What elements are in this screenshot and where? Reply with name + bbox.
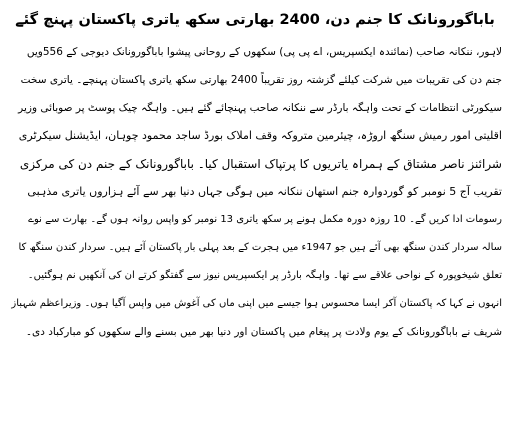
article-line: رسومات ادا کریں گے۔ 10 روزہ دورہ مکمل ہونے پر سکھ یاتری 13 نومبر کو واپس روانہ ہوں گے۔ بھارت سے نوے — [28, 214, 502, 225]
article-line: جنم دن کی تقریبات میں شرکت کیلئے گزشتہ روز تقریباً 2400 بھارتی سکھ یاتری پاکستان پہنچے۔ یاتری سخت — [20, 74, 502, 86]
headline: باباگورونانک کا جنم دن، 2400 بھارتی سکھ یاتری پاکستان پہنچ گئے — [15, 12, 495, 28]
article-line: تعلق شیخوپورہ کے نواحی علاقے سے تھا۔ واہگہ بارڈر پر ایکسپریس نیوز سے گفتگو کرتے ان کی آنکھیں نم ہوگئیں۔ — [27, 270, 502, 281]
article-body — [8, 38, 502, 346]
article-line: انہوں نے کہا کہ پاکستان آکر ایسا محسوس ہوا جیسے میں اپنی ماں کی آغوش میں واپس آگیا ہوں۔ وزیراعظم شہباز — [11, 298, 502, 309]
article-line: لاہور، ننکانہ صاحب (نمائندہ ایکسپریس، اے پی پی) سکھوں کے روحانی پیشوا باباگورونانک دیوجی کے 556ویں — [26, 46, 502, 58]
article-line: شریف نے باباگورونانک کے یوم ولادت پر پیغام میں پاکستان اور دنیا بھر میں بسنے والے سکھوں کو مبارکباد دی۔ — [25, 326, 502, 338]
article-line: اقلیتی امور رمیش سنگھ اروڑہ، چیئرمین متروکہ وقف املاک بورڈ ساجد محمود چوہان، ایڈیشنل سیکرٹری — [18, 129, 502, 142]
article-line: سالہ سردار کندن سنگھ بھی آئے ہیں جو 1947ء میں ہجرت کے بعد پہلی بار پاکستان آئے ہیں۔ سردار کندن سنگھ کا — [18, 242, 502, 253]
article-line: تقریب آج 5 نومبر کو گوردوارہ جنم استھان ننکانہ میں ہوگی جہاں دنیا بھر سے آئے ہزاروں یاتری مذہبی — [27, 185, 502, 198]
article-line: شرائنز ناصر مشتاق کے ہمراہ یاتریوں کا پرتپاک استقبال کیا۔ باباگورونانک کے جنم دن کی مرکزی — [19, 157, 502, 171]
article-line: سیکورٹی انتظامات کے تحت واہگہ بارڈر سے ننکانہ صاحب پہنچائے گئے ہیں۔ واہگہ چیک پوسٹ پر صوبائی وزیر — [18, 102, 502, 114]
